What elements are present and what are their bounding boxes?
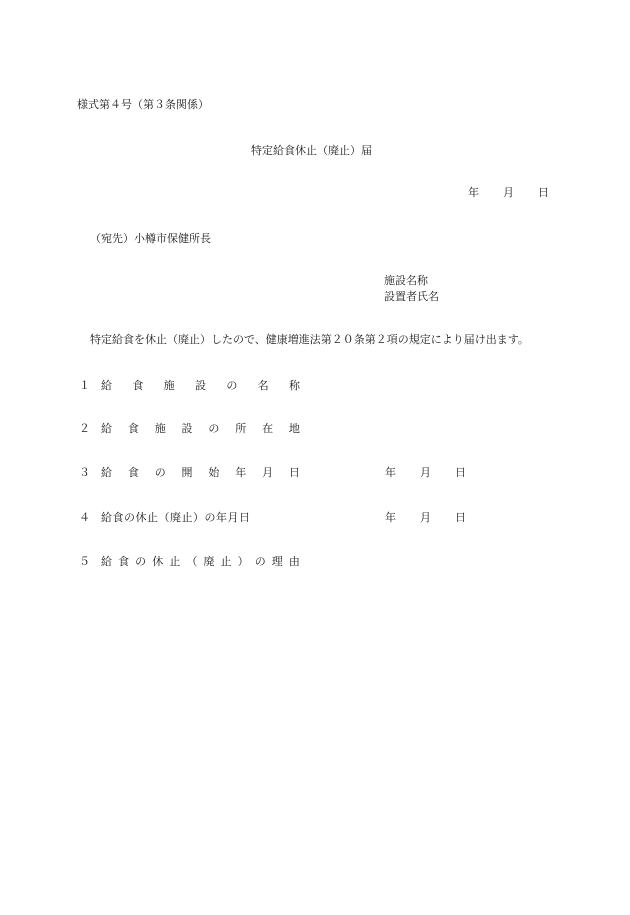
- item-number: ２: [79, 422, 90, 435]
- form-number: 様式第４号（第３条関係）: [77, 98, 209, 111]
- date-day-label: 日: [538, 186, 549, 199]
- installer-name-label: 設置者氏名: [384, 290, 439, 303]
- date-month-label: 月: [503, 186, 514, 199]
- statement: 特定給食を休止（廃止）したので、健康増進法第２０条第２項の規定により届け出ます。: [90, 333, 529, 346]
- item-number: ３: [79, 466, 90, 479]
- item-label: 給 食 の 休 止 （ 廃 止 ） の 理 由: [101, 555, 300, 568]
- item-label: 給食の休止（廃止）の年月日: [101, 511, 251, 524]
- item-label: 給 食 の 開 始 年 月 日: [101, 466, 300, 479]
- submission-date: [468, 187, 549, 198]
- item-label: 給 食 施 設 の 名 称: [101, 379, 300, 392]
- item-date: 年 月 日: [385, 466, 466, 479]
- addressee: （宛先）小樽市保健所長: [90, 232, 211, 245]
- item-number: １: [79, 379, 90, 392]
- date-year-label: 年: [468, 186, 479, 199]
- document-title: 特定給食休止（廃止）届: [251, 144, 372, 157]
- item-number: ４: [79, 511, 90, 524]
- item-number: ５: [79, 555, 90, 568]
- item-date: 年 月 日: [385, 511, 466, 524]
- item-label: 給 食 施 設 の 所 在 地: [101, 422, 300, 435]
- facility-name-label: 施設名称: [384, 274, 428, 287]
